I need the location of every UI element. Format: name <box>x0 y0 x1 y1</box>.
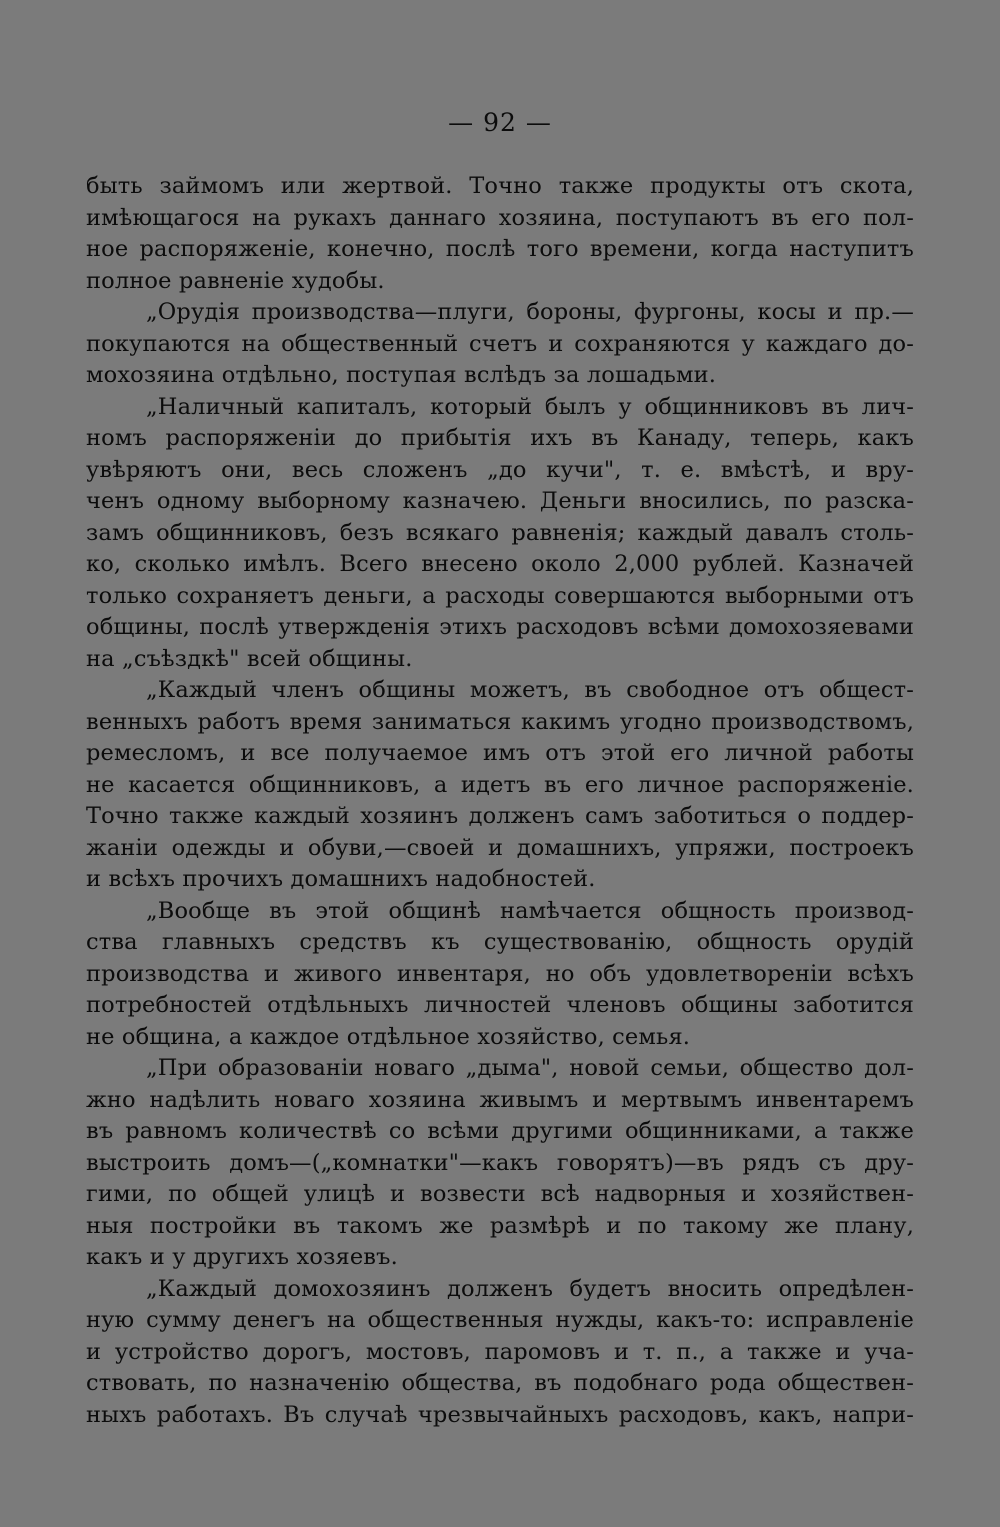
text-line: и всѣхъ прочихъ домашнихъ надобностей. <box>86 866 596 892</box>
text-line: жаніи одежды и обуви,—своей и домашнихъ, упряжи, построекъ <box>86 834 914 861</box>
paragraph <box>86 1053 914 1274</box>
text-line: гими, по общей улицѣ и возвести всѣ надворныя и хозяйствен- <box>86 1181 914 1207</box>
text-line: покупаются на общественный счетъ и сохраняются у каждаго до- <box>86 330 914 357</box>
text-line: производства и живого инвентаря, но объ удовлетвореніи всѣхъ <box>86 960 914 987</box>
paragraph <box>86 171 914 297</box>
text-line: „Каждый домохозяинъ долженъ будетъ вносить опредѣлен- <box>146 1275 914 1302</box>
text-line: Точно также каждый хозяинъ долженъ самъ заботиться о поддер- <box>86 803 914 829</box>
text-line: ченъ одному выборному казначею. Деньги вносились, по разска- <box>86 488 914 514</box>
text-line: потребностей отдѣльныхъ личностей членовъ общины заботится <box>86 992 914 1018</box>
text-line: ко, сколько имѣлъ. Всего внесено около 2,000 рублей. Казначей <box>86 551 914 577</box>
text-line: общины, послѣ утвержденія этихъ расходовъ всѣми домохозяевами <box>86 614 914 640</box>
text-line: ное распоряженіе, конечно, послѣ того времени, когда наступитъ <box>86 236 914 262</box>
text-line: какъ и у другихъ хозяевъ. <box>86 1244 398 1270</box>
text-line: ремесломъ, и все получаемое имъ отъ этой его личной работы <box>86 740 914 766</box>
paragraph <box>86 297 914 392</box>
text-line: венныхъ работъ время заниматься какимъ угодно производствомъ, <box>86 708 914 735</box>
text-line: имѣющагося на рукахъ даннаго хозяина, поступаютъ въ его пол- <box>86 204 914 231</box>
text-line: и устройство дорогъ, мостовъ, паромовъ и т. п., а также и уча- <box>86 1338 914 1365</box>
text-line: увѣряютъ они, весь сложенъ „до кучи", т. е. вмѣстѣ, и вру- <box>86 456 914 483</box>
text-line: въ равномъ количествѣ со всѣми другими общинниками, а также <box>86 1118 914 1144</box>
paragraph <box>86 392 914 676</box>
text-line: номъ распоряженіи до прибытія ихъ въ Канаду, теперь, какъ <box>86 425 914 451</box>
text-line: не касается общинниковъ, а идетъ въ его личное распоряженіе. <box>86 771 914 798</box>
text-line: жно надѣлить новаго хозяина живымъ и мертвымъ инвентаремъ <box>86 1086 914 1113</box>
text-line: ствовать, по назначенію общества, въ подобнаго рода обществен- <box>86 1370 914 1396</box>
text-line: ную сумму денегъ на общественныя нужды, какъ-то: исправленіе <box>86 1307 914 1333</box>
paragraph <box>86 896 914 1054</box>
text-line: ства главныхъ средствъ къ существованію, общность орудій <box>86 929 914 955</box>
text-line: замъ общинниковъ, безъ всякаго равненія; каждый давалъ столь- <box>86 519 914 546</box>
text-line: ныя постройки въ такомъ же размѣрѣ и по такому же плану, <box>86 1212 914 1239</box>
text-line: не община, а каждое отдѣльное хозяйство, семья. <box>86 1023 691 1050</box>
text-line: мохозяина отдѣльно, поступая вслѣдъ за лошадьми. <box>86 362 717 388</box>
text-line: „Орудія производства—плуги, бороны, фургоны, косы и пр.— <box>146 299 914 325</box>
text-line: „Наличный капиталъ, который былъ у общинниковъ въ лич- <box>146 393 914 420</box>
paragraph <box>86 1274 914 1432</box>
text-line: полное равненіе худобы. <box>86 267 385 294</box>
body-text <box>86 171 914 1431</box>
text-line: „При образованіи новаго „дыма", новой семьи, общество дол- <box>146 1055 914 1081</box>
paragraph <box>86 675 914 896</box>
text-line: „Каждый членъ общины можетъ, въ свободное отъ общест- <box>146 677 914 703</box>
text-line: ныхъ работахъ. Въ случаѣ чрезвычайныхъ расходовъ, какъ, напри- <box>86 1401 914 1428</box>
text-line: только сохраняетъ деньги, а расходы совершаются выборными отъ <box>86 582 914 609</box>
text-line: на „съѣздкѣ" всей общины. <box>86 645 413 672</box>
page-number: — 92 — <box>448 108 552 137</box>
text-line: быть займомъ или жертвой. Точно также продукты отъ скота, <box>86 173 914 199</box>
text-line: выстроить домъ—(„комнатки"—какъ говорятъ)—въ рядъ съ дру- <box>86 1149 914 1176</box>
text-line: „Вообще въ этой общинѣ намѣчается общность производ- <box>146 897 914 924</box>
